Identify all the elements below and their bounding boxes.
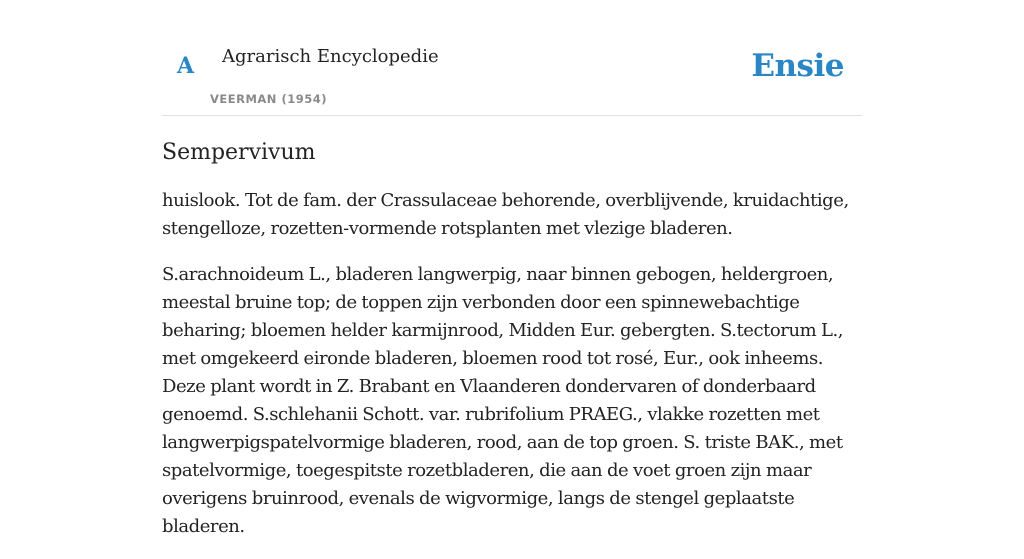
entry-title: Sempervivum xyxy=(162,140,316,165)
book-title-link[interactable]: Agrarisch Encyclopedie xyxy=(222,46,439,67)
header xyxy=(162,0,862,116)
entry-body xyxy=(162,187,862,541)
entry-paragraph: S.arachnoideum L., bladeren langwerpig, naar binnen gebogen, heldergroen, meestal bruine top; de toppen zijn verbonden door een spinnewebachtige beharing; bloemen helder karmijnrood, Midden Eur. gebergten. S.tectorum L., met omgekeerd eironde bladeren, bloemen rood tot rosé, Eur., ook inheems. Deze plant wordt in Z. Brabant en Vlaanderen dondervaren of donderbaard genoemd. S.schlehanii Schott. var. rubrifolium PRAEG., vlakke rozetten met langwerpigspatelvormige bladeren, rood, aan de top groen. S. triste BAK., met spatelvormige, toegespitste rozetbladeren, die aan de voet groen zijn maar overigens bruinrood, evenals de wigvormige, langs de stengel geplaatste bladeren. xyxy=(162,264,844,538)
content-container xyxy=(162,0,862,559)
letter-index-link[interactable]: A xyxy=(177,53,195,79)
book-author: VEERMAN (1954) xyxy=(210,92,327,106)
brand-logo-link[interactable]: Ensie xyxy=(751,48,844,84)
entry-paragraph: huislook. Tot de fam. der Crassulaceae behorende, overblijvende, kruidachtige, stengelloze, rozetten-vormende rotsplanten met vlezige bladeren. xyxy=(162,190,849,240)
